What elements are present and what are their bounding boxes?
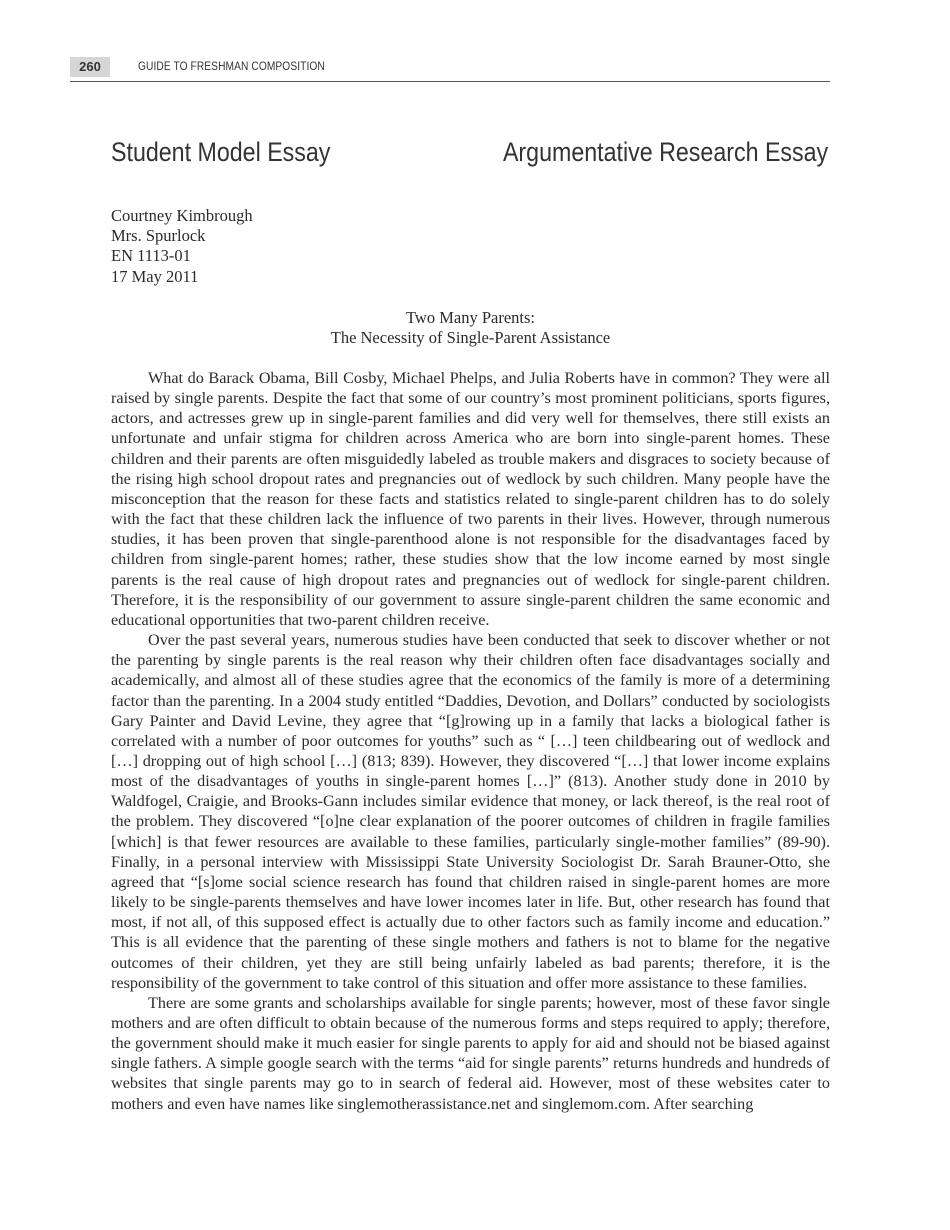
essay-heading: [111, 206, 253, 287]
essay-title-line-1: Two Many Parents:: [406, 308, 535, 327]
paragraph: There are some grants and scholarships available for single parents; however, most of these favor single mothers and are often difficult to obtain because of the numerous forms and steps required to apply; therefore, the government should make it much easier for single parents to apply for aid and should not be biased against single fathers. A simple google search with the terms “aid for single parents” returns hundreds and hundreds of websites that single parents may go to in search of federal aid. However, most of these websites cater to mothers and even have names like singlemotherassistance.net and singlemom.com. After searching: [111, 993, 830, 1113]
essay-title: [111, 308, 830, 348]
running-header: [70, 55, 830, 82]
book-title: GUIDE TO FRESHMAN COMPOSITION: [138, 59, 325, 73]
section-label-right: Argumentative Research Essay: [502, 137, 828, 167]
essay-date: 17 May 2011: [111, 266, 199, 286]
paragraph: Over the past several years, numerous studies have been conducted that seek to discover whether or not the parenting by single parents is the real reason why their children often face disadvantages socially and academically, and almost all of these studies agree that the economics of the family is more of a determining factor than the parenting. In a 2004 study entitled “Daddies, Devotion, and Dollars” conducted by sociologists Gary Painter and David Levine, they agree that “[g]rowing up in a family that lacks a biological father is correlated with a number of poor outcomes for youths” such as “ […] teen childbearing out of wedlock and […] dropping out of high school […] (813; 839). However, they discovered “[…] that lower income explains most of the disadvantages of youths in single-parent homes […]” (813). Another study done in 2010 by Waldfogel, Craigie, and Brooks-Gann includes similar evidence that money, or lack thereof, is the real root of the problem. They discovered “[o]ne clear explanation of the poorer outcomes of children in fragile families [which] is that fewer resources are available to these families, particularly single-mother families” (89-90). Finally, in a personal interview with Mississippi State University Sociologist Dr. Sarah Brauner-Otto, she agreed that “[s]ome social science research has found that children raised in single-parent homes are more likely to be single-parents themselves and have lower incomes later in life. But, other research has found that most, if not all, of this supposed effect is actually due to other factors such as family income and education.” This is all evidence that the parenting of these single mothers and fathers is not to blame for the negative outcomes of their children, yet they are still being unfairly labeled as bad parents; therefore, it is the responsibility of the government to take control of this situation and offer more assistance to these families.: [111, 631, 830, 992]
page-number: 260: [70, 57, 110, 77]
author-name: Courtney Kimbrough: [111, 206, 253, 225]
instructor-name: Mrs. Spurlock: [111, 226, 206, 246]
course-number: EN 1113-01: [111, 246, 191, 266]
essay-title-line-2: The Necessity of Single-Parent Assistance: [330, 328, 611, 348]
essay-body: [111, 368, 830, 1114]
paragraph: What do Barack Obama, Bill Cosby, Michael Phelps, and Julia Roberts have in common? They were all raised by single parents. Despite the fact that some of our country’s most prominent politicians, sports figures, actors, and actresses grew up in single-parent families and did very well for themselves, there still exists an unfortunate and unfair stigma for children across America who are born into single-parent homes. These children and their parents are often misguidedly labeled as trouble makers and disgraces to society because of the rising high school dropout rates and pregnancies out of wedlock by such children. Many people have the misconception that the reason for these facts and statistics related to single-parent children has to do solely with the fact that these children lack the influence of two parents in their lives. However, through numerous studies, it has been proven that single-parenthood alone is not responsible for the disadvantages faced by children from single-parent homes; rather, these studies show that the low income earned by most single parents is the real cause of high dropout rates and pregnancies out of wedlock for single-parent children. Therefore, it is the responsibility of our government to assure single-parent children the same economic and educational opportunities that two-parent children receive.: [111, 369, 830, 629]
section-label-left: Student Model Essay: [111, 137, 331, 167]
